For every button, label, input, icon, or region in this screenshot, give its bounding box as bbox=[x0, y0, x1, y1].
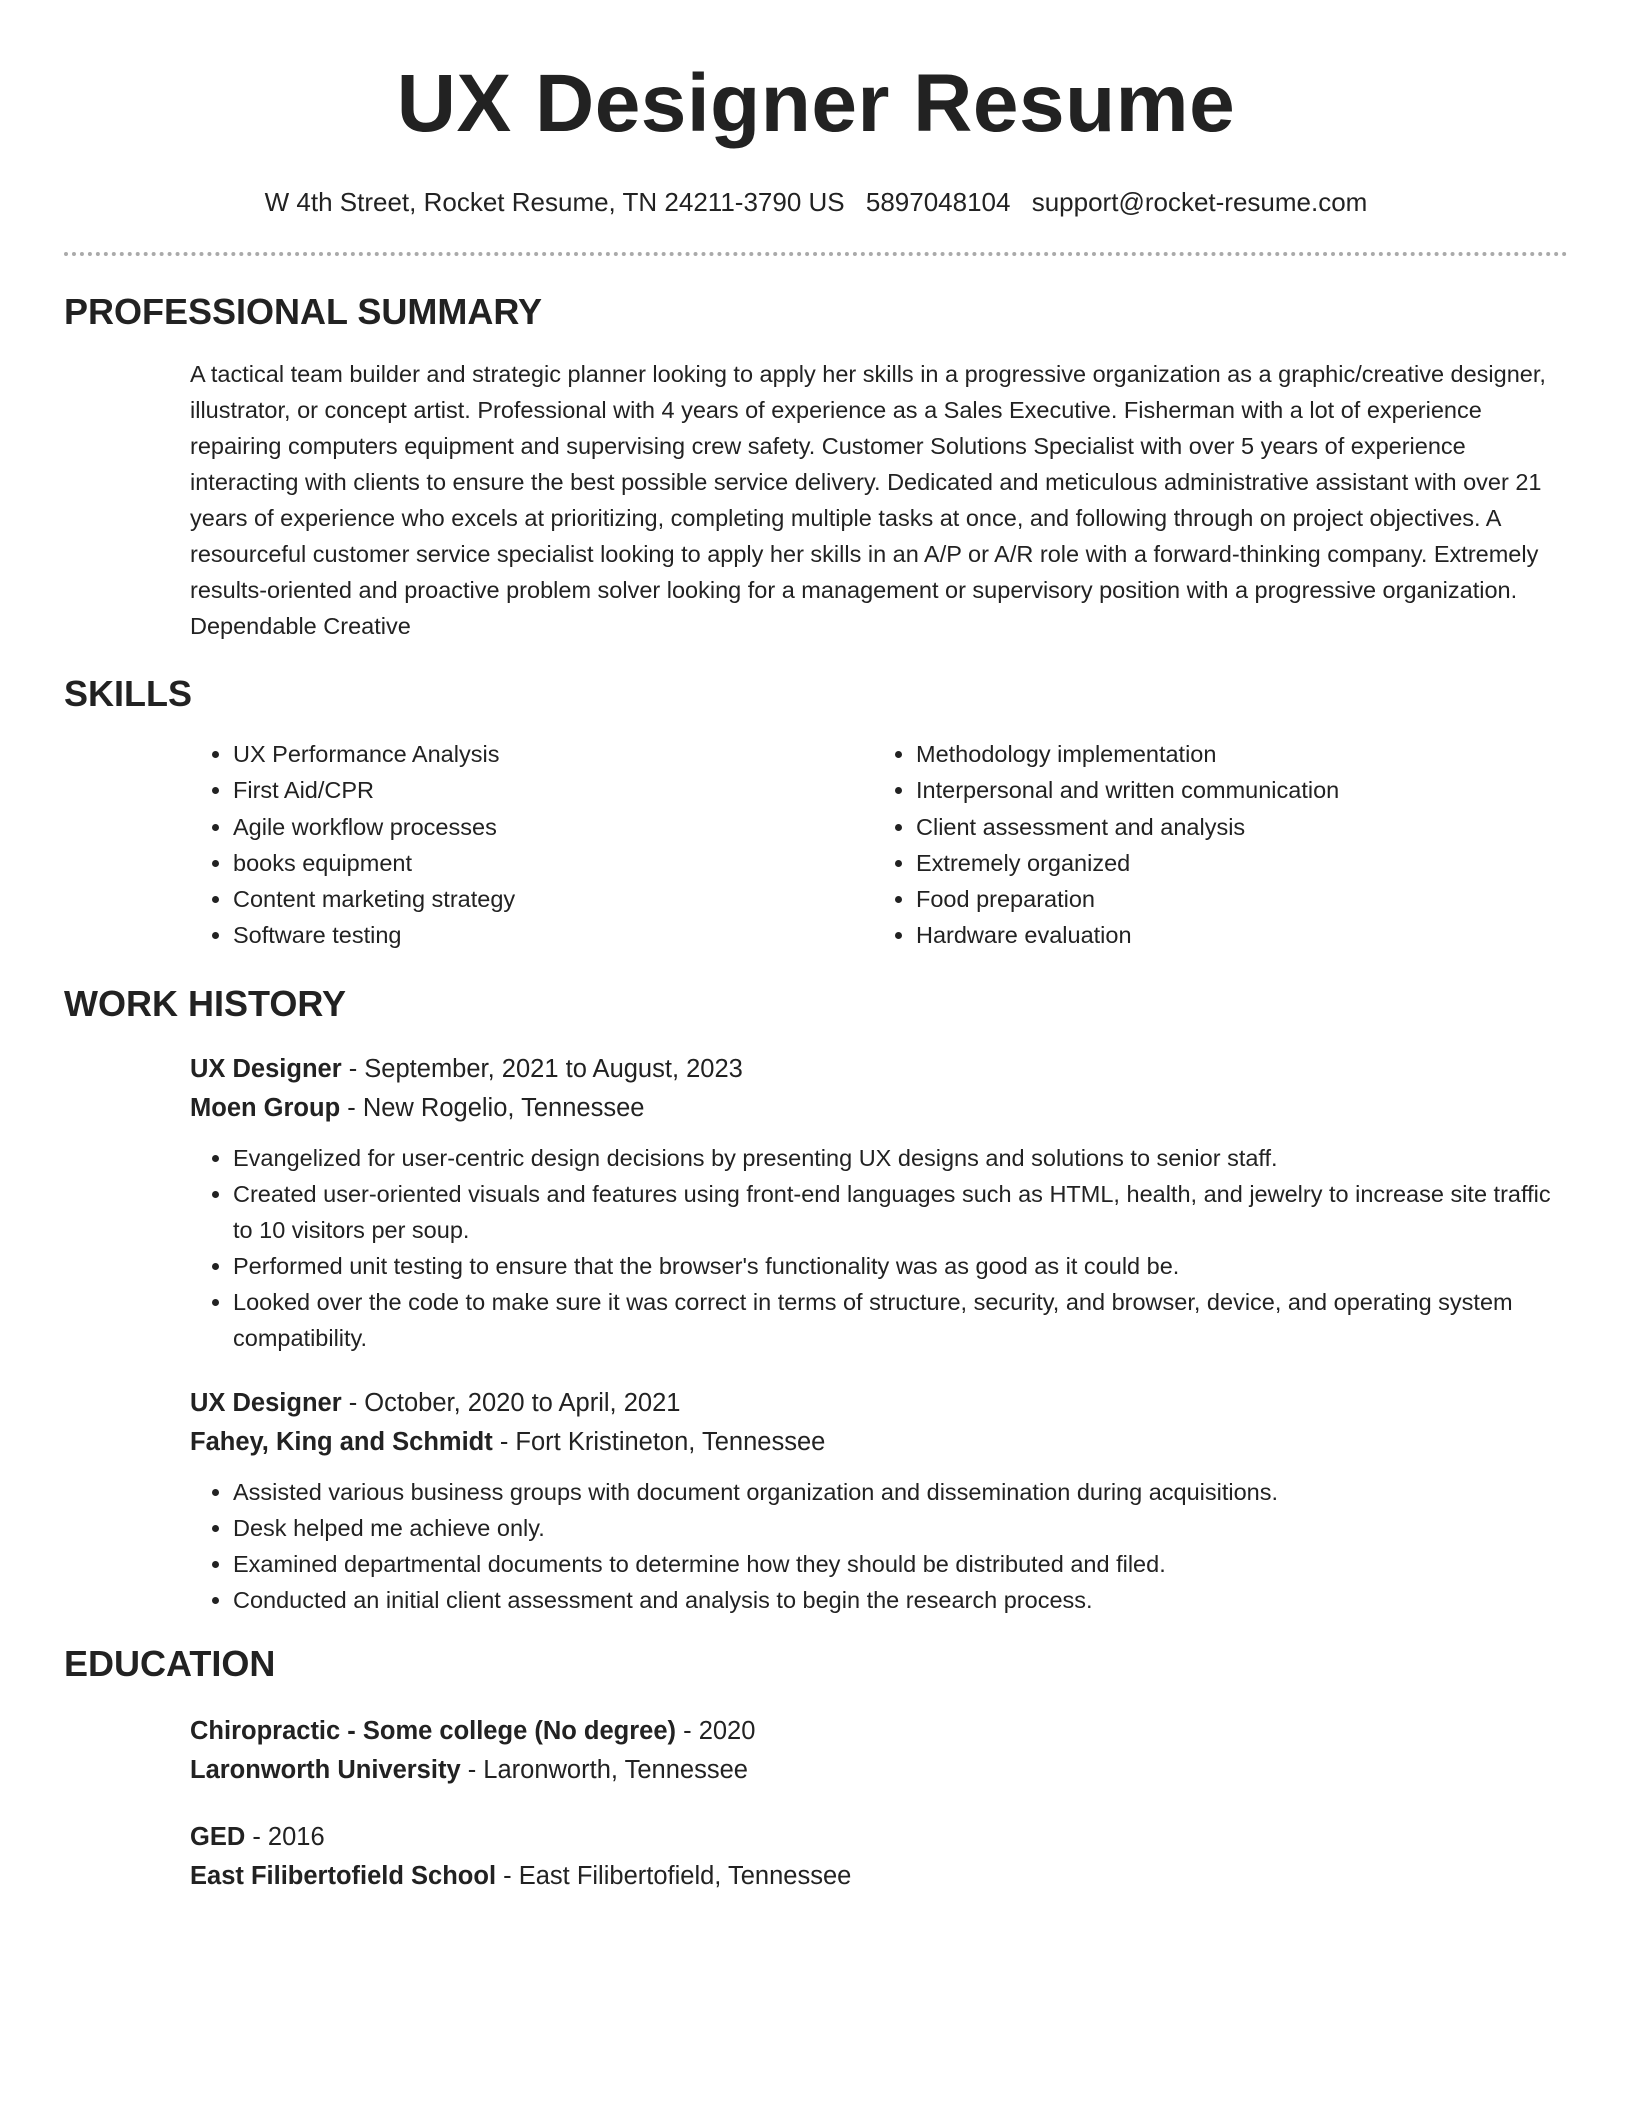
skills-column-right bbox=[873, 736, 1556, 954]
skill-item: • Food preparation bbox=[916, 881, 1556, 917]
job-role: UX Designer bbox=[190, 1388, 342, 1417]
job-dates: - September, 2021 to August, 2023 bbox=[341, 1054, 743, 1083]
summary-heading: PROFESSIONAL SUMMARY bbox=[64, 291, 543, 332]
job-bullet: • Created user-oriented visuals and features using front-end languages such as HTML, health, and jewelry to increase site traffic to 10 visitors per soup. bbox=[233, 1176, 1568, 1248]
skill-item: • Interpersonal and written communication bbox=[916, 772, 1556, 808]
summary-text: A tactical team builder and strategic planner looking to apply her skills in a progressive organization as a graphic/creative designer, illustrator, or concept artist. Professional with 4 years of experience as a Sales Executive. Fisherman with a lot of experience repairing computers equipment and supervising crew safety. Customer Solutions Specialist with over 5 years of experience interacting with clients to ensure the best possible service delivery. Dedicated and meticulous administrative assistant with over 21 years of experience who excels at prioritizing, completing multiple tasks at once, and following through on project objectives. A resourceful customer service specialist looking to apply her skills in an A/P or A/R role with a forward-thinking company. Extremely results-oriented and proactive problem solver looking for a management or supervisory position with a progressive organization. Dependable Creative bbox=[190, 361, 1546, 639]
contact-phone: 5897048104 bbox=[865, 187, 1011, 217]
education-year: - 2016 bbox=[245, 1822, 325, 1851]
header-divider bbox=[64, 252, 1568, 256]
job-bullets bbox=[190, 1140, 1568, 1356]
job-location: - Fort Kristineton, Tennessee bbox=[492, 1427, 826, 1456]
skills-column-left bbox=[190, 736, 873, 954]
job-location: - New Rogelio, Tennessee bbox=[340, 1093, 645, 1122]
education-degree: GED bbox=[190, 1822, 246, 1851]
job-company: Fahey, King and Schmidt bbox=[190, 1427, 493, 1456]
resume-header bbox=[64, 0, 1568, 218]
work-history-heading: WORK HISTORY bbox=[64, 982, 347, 1024]
skills-list bbox=[190, 736, 1568, 954]
resume-page bbox=[64, 0, 1568, 1896]
education-school-line bbox=[190, 1857, 1568, 1896]
education-heading: EDUCATION bbox=[64, 1642, 276, 1684]
resume-title: UX Designer Resume bbox=[396, 58, 1236, 149]
contact-address: W 4th Street, Rocket Resume, TN 24211-3790 US bbox=[264, 187, 845, 217]
job-role: UX Designer bbox=[190, 1054, 342, 1083]
education-location: - East Filibertofield, Tennessee bbox=[496, 1861, 852, 1890]
job-bullet: • Looked over the code to make sure it was correct in terms of structure, security, and browser, device, and operating system compatibility. bbox=[233, 1284, 1568, 1356]
skill-item: • books equipment bbox=[233, 845, 873, 881]
education-entry bbox=[190, 1818, 1568, 1896]
education-entry bbox=[190, 1712, 1568, 1790]
job-role-line bbox=[190, 1384, 1568, 1423]
skill-item: • Agile workflow processes bbox=[233, 809, 873, 845]
education-degree-line bbox=[190, 1712, 1568, 1751]
job-entry bbox=[190, 1384, 1568, 1618]
skill-item: • Methodology implementation bbox=[916, 736, 1556, 772]
job-entry bbox=[190, 1050, 1568, 1356]
job-bullet: • Evangelized for user-centric design decisions by presenting UX designs and solutions to senior staff. bbox=[233, 1140, 1568, 1176]
job-role-line bbox=[190, 1050, 1568, 1089]
skill-item: • Client assessment and analysis bbox=[916, 809, 1556, 845]
contact-email: support@rocket-resume.com bbox=[1031, 187, 1368, 217]
job-bullet: • Conducted an initial client assessment and analysis to begin the research process. bbox=[233, 1582, 1568, 1618]
job-bullet: • Assisted various business groups with document organization and dissemination during acquisitions. bbox=[233, 1474, 1568, 1510]
education-year: - 2020 bbox=[676, 1716, 756, 1745]
education-location: - Laronworth, Tennessee bbox=[460, 1755, 748, 1784]
skill-item: • First Aid/CPR bbox=[233, 772, 873, 808]
skills-heading: SKILLS bbox=[64, 673, 193, 714]
education-school-line bbox=[190, 1751, 1568, 1790]
job-bullet: • Examined departmental documents to determine how they should be distributed and filed. bbox=[233, 1546, 1568, 1582]
job-bullet: • Performed unit testing to ensure that the browser's functionality was as good as it could be. bbox=[233, 1248, 1568, 1284]
skill-item: • Software testing bbox=[233, 917, 873, 953]
education-school: Laronworth University bbox=[190, 1755, 461, 1784]
education-degree-line bbox=[190, 1818, 1568, 1857]
job-dates: - October, 2020 to April, 2021 bbox=[341, 1388, 681, 1417]
skill-item: • UX Performance Analysis bbox=[233, 736, 873, 772]
job-company-line bbox=[190, 1089, 1568, 1128]
skill-item: • Extremely organized bbox=[916, 845, 1556, 881]
job-bullet: • Desk helped me achieve only. bbox=[233, 1510, 1568, 1546]
job-bullets bbox=[190, 1474, 1568, 1618]
education-degree: Chiropractic - Some college (No degree) bbox=[190, 1716, 677, 1745]
skill-item: • Content marketing strategy bbox=[233, 881, 873, 917]
job-company: Moen Group bbox=[190, 1093, 341, 1122]
skill-item: • Hardware evaluation bbox=[916, 917, 1556, 953]
education-school: East Filibertofield School bbox=[190, 1861, 497, 1890]
job-company-line bbox=[190, 1423, 1568, 1462]
contact-line bbox=[64, 186, 1568, 218]
